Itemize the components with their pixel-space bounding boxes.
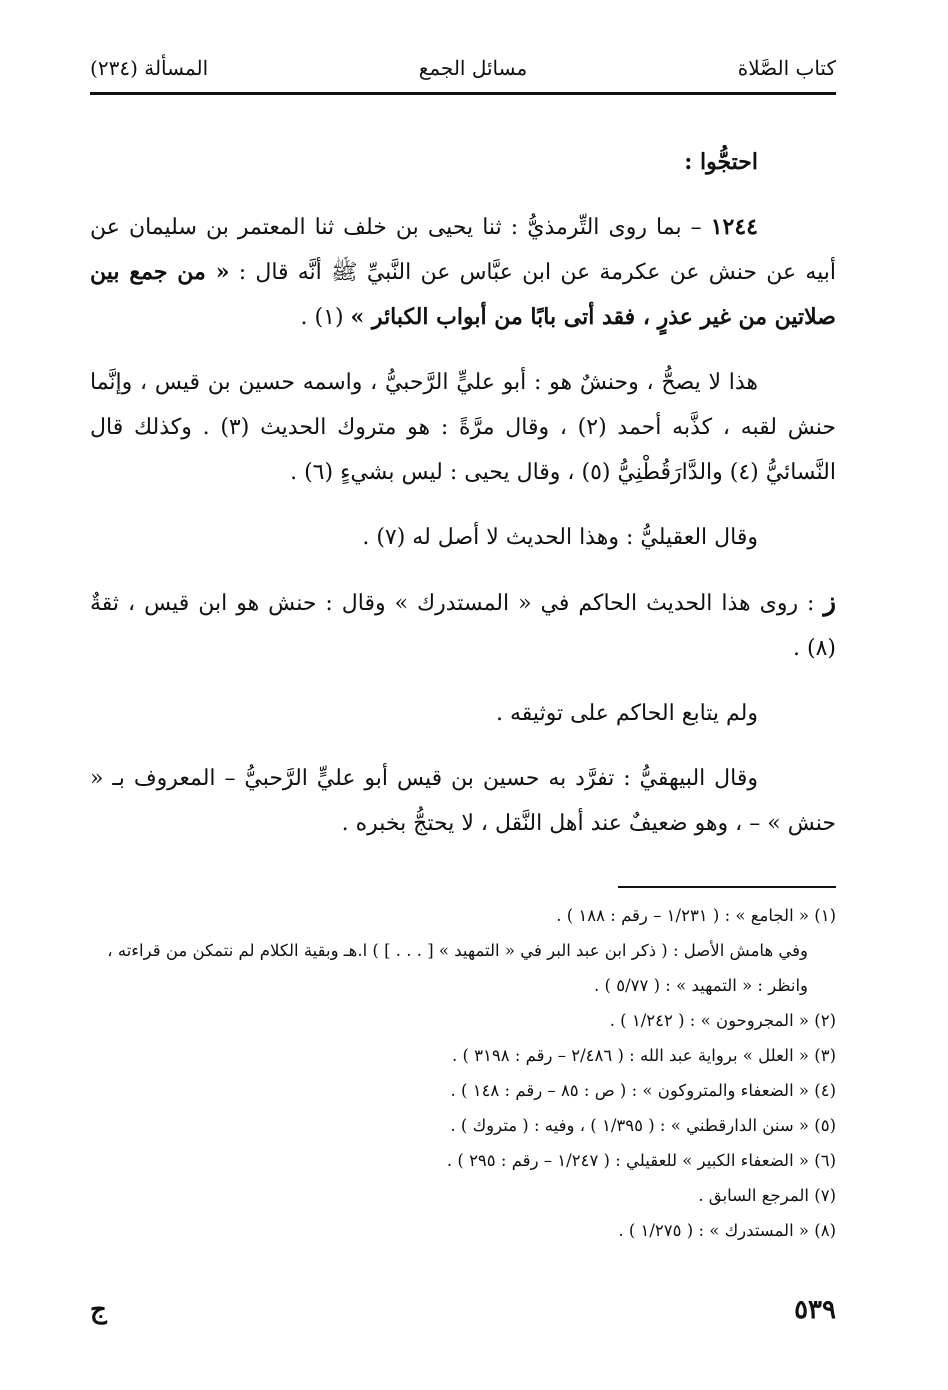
header-book-title: كتاب الصَّلاة xyxy=(737,56,836,80)
running-header xyxy=(90,50,836,86)
main-text xyxy=(90,140,836,866)
addition-text: : روى هذا الحديث الحاكم في « المستدرك » وقال : حنش هو ابن قيس ، ثقةٌ (٨) . xyxy=(90,591,836,661)
footnote-item: (٥) « سنن الدارقطني » : ( ١/٣٩٥ ) ، وفيه : ( متروك ) . xyxy=(450,1116,836,1135)
footnote-item: (٤) « الضعفاء والمتروكون » : ( ص : ٨٥ – رقم : ١٤٨ ) . xyxy=(450,1081,836,1100)
critique-paragraph: هذا لا يصحُّ ، وحنشٌ هو : أبو عليٍّ الرَّحبيُّ ، واسمه حسين بن قيس ، وإنَّما حنش لقبه ، كذَّبه أحمد (٢) ، وقال مرَّةً : هو متروك الحديث (٣) . وكذلك قال النَّسائيُّ (٤) والدَّارَقُطْنِيُّ (٥) ، وقال يحيى : ليس بشيءٍ (٦) . xyxy=(90,370,836,485)
footnote-item: (٣) « العلل » برواية عبد الله : ( ٢/٤٨٦ – رقم : ٣١٩٨ ) . xyxy=(451,1046,836,1065)
page-footer xyxy=(90,1290,836,1330)
footnote-item: (٦) « الضعفاء الكبير » للعقيلي : ( ١/٢٤٧ – رقم : ٢٩٥ ) . xyxy=(446,1151,836,1170)
header-section-title: مسائل الجمع xyxy=(418,56,528,80)
addition-marker: ز xyxy=(823,587,836,617)
signature-mark: ج xyxy=(90,1295,107,1325)
hadith-ref: (١) . xyxy=(300,305,351,330)
followup-paragraph: ولم يتابع الحاكم على توثيقه . xyxy=(496,701,758,726)
hadith-number: ١٢٤٤ xyxy=(710,214,758,240)
hadith-isnad: – بما روى التِّرمذيُّ : ثنا يحيى بن خلف ثنا المعتمر بن سليمان عن أبيه عن حنش عن عكرمة عن ابن عبَّاس عن النَّبيِّ ﷺ أنَّه قال : xyxy=(90,215,836,285)
bayhaqi-paragraph: وقال البيهقيُّ : تفرَّد به حسين بن قيس أبو عليٍّ الرَّحبيُّ – المعروف بـ « حنش » – ، وهو ضعيفٌ عند أهل النَّقل ، لا يحتجُّ بخبره . xyxy=(90,766,836,836)
footnote-item: وفي هامش الأصل : ( ذكر ابن عبد البر في « التمهيد » [ . . . ] ) ا.هـ وبقية الكلام لم نتمكن من قراءته ، وانظر : « التمهيد » : ( ٥/٧٧ ) . xyxy=(107,941,808,995)
hadith-paragraph xyxy=(90,205,836,340)
header-issue-number: المسألة (٢٣٤) xyxy=(90,56,209,80)
footnote-item: (١) « الجامع » : ( ١/٢٣١ – رقم : ١٨٨ ) . xyxy=(556,906,836,925)
hadith-matn: « من جمع بين صلاتين من غير عذرٍ ، فقد أتى بابًا من أبواب الكبائر » xyxy=(90,259,836,330)
footnote-divider xyxy=(618,886,836,888)
footnote-item: (٢) « المجروحون » : ( ١/٢٤٢ ) . xyxy=(609,1011,836,1030)
addition-paragraph xyxy=(90,580,836,671)
page-number: ٥٣٩ xyxy=(794,1295,836,1325)
uqayli-paragraph: وقال العقيليُّ : وهذا الحديث لا أصل له (٧) . xyxy=(362,525,758,550)
section-heading: احتجُّوا : xyxy=(684,149,758,175)
footnote-item: (٨) « المستدرك » : ( ١/٢٧٥ ) . xyxy=(618,1221,836,1240)
footnotes xyxy=(90,898,836,1248)
header-divider xyxy=(90,92,836,95)
footnote-item: (٧) المرجع السابق . xyxy=(698,1186,836,1205)
